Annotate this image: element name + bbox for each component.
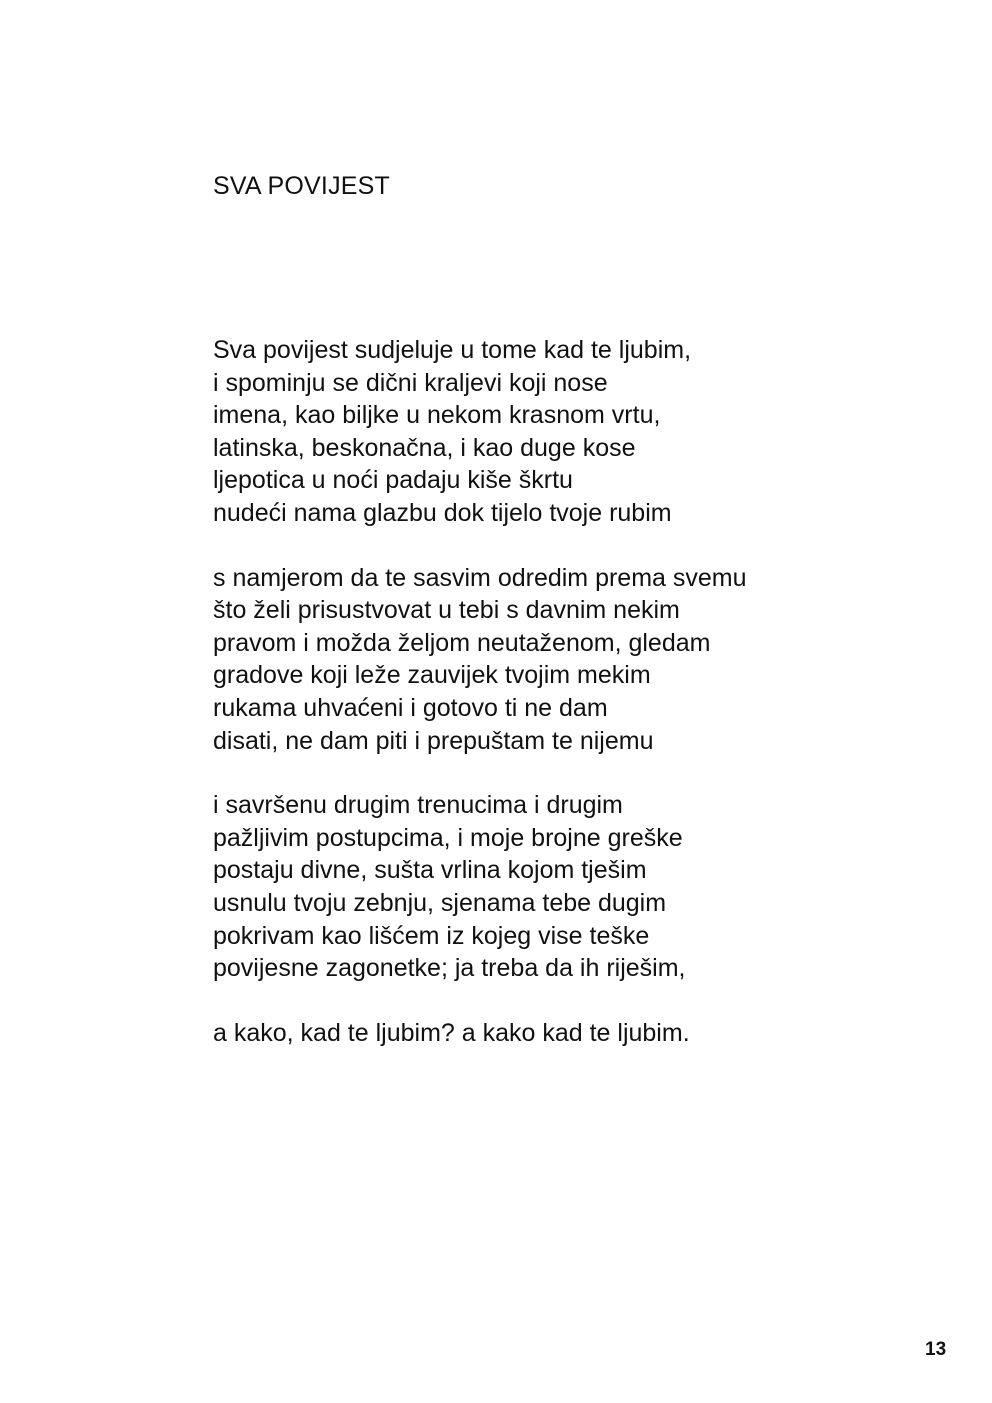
poem-line: i savršenu drugim trenucima i drugim [213,791,623,820]
poem-line: s namjerom da te sasvim odredim prema svemu [213,563,747,592]
poem-line: postaju divne, sušta vrlina kojom tješim [213,856,647,885]
poem-line: pravom i možda željom neutaženom, gledam [213,628,711,657]
poem-line: rukama uhvaćeni i gotovo ti ne dam [213,693,608,722]
stanza-3 [213,789,913,985]
stanza-4 [213,1017,913,1050]
poem-body [213,334,913,1081]
stanza-2 [213,562,913,758]
poem-line: ljepotica u noći padaju kiše škrtu [213,466,573,495]
poem-line: disati, ne dam piti i prepuštam te nijemu [213,726,654,755]
poem-line: i spominju se dični kraljevi koji nose [213,368,608,397]
poem-line: usnulu tvoju zebnju, sjenama tebe dugim [213,888,667,917]
page-number: 13 [925,1339,947,1360]
poem-line: imena, kao biljke u nekom krasnom vrtu, [213,401,661,430]
poem-line: pažljivim postupcima, i moje brojne greške [213,823,683,852]
poem-line: što želi prisustvovat u tebi s davnim nekim [213,596,680,625]
poem-line: povijesne zagonetke; ja treba da ih riješim, [213,954,686,983]
poem-line: Sva povijest sudjeluje u tome kad te ljubim, [213,336,692,364]
poem-line: a kako, kad te ljubim? a kako kad te ljubim. [213,1018,690,1047]
poem-line: pokrivam kao lišćem iz kojeg vise teške [213,921,650,950]
poem-line: latinska, beskonačna, i kao duge kose [213,433,636,462]
stanza-1 [213,334,913,530]
poem-title: SVA POVIJEST [213,172,390,200]
poem-line: gradove koji leže zauvijek tvojim mekim [213,661,651,690]
poem-line: nudeći nama glazbu dok tijelo tvoje rubim [213,498,672,527]
